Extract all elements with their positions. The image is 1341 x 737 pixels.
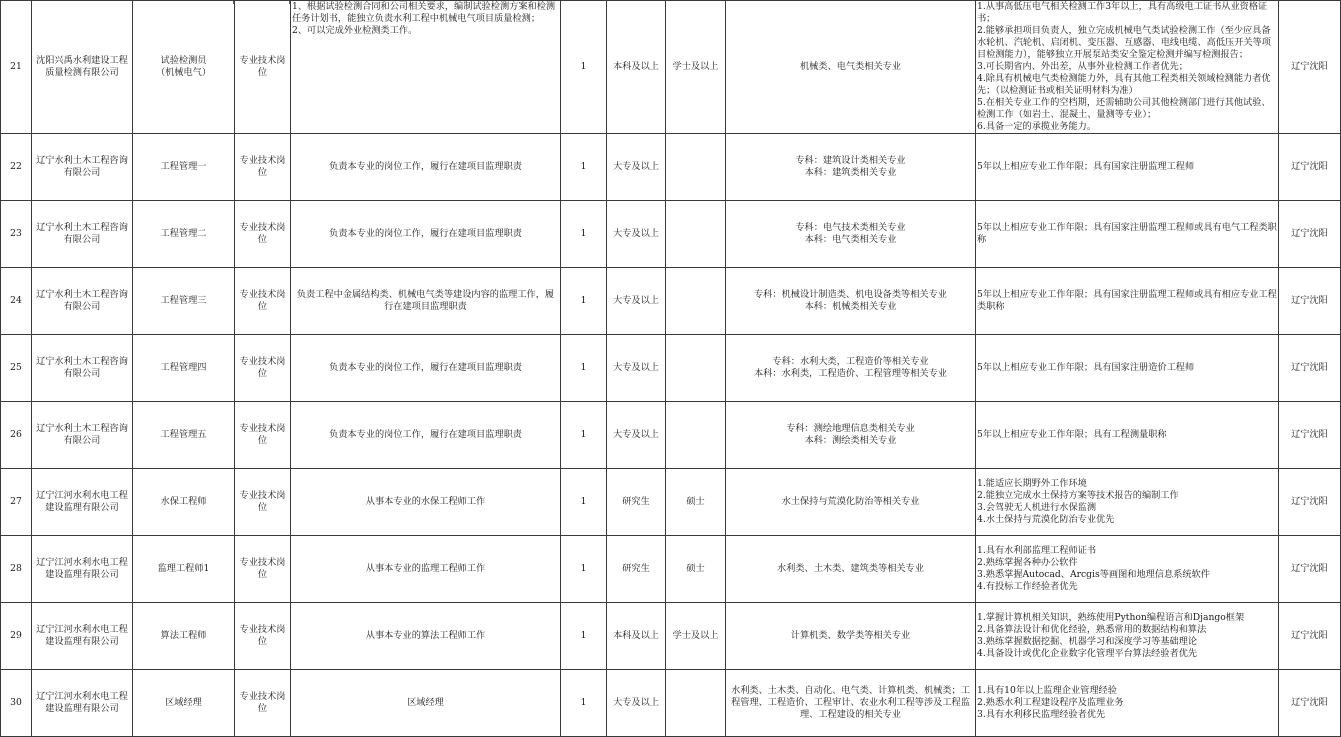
cell-major[interactable]: 专科：电气技术类相关专业 本科：电气类相关专业 (726, 201, 976, 268)
cell-education[interactable]: 本科及以上 (607, 1, 666, 134)
cell-position[interactable]: 工程管理四 (133, 335, 235, 402)
cell-degree[interactable] (666, 201, 726, 268)
cell-education[interactable]: 大专及以上 (607, 402, 666, 469)
cell-education[interactable]: 研究生 (607, 536, 666, 603)
cell-education[interactable]: 大专及以上 (607, 670, 666, 737)
cell-duty[interactable]: 从事本专业的水保工程师工作 (291, 469, 561, 536)
cell-count[interactable]: 1 (561, 469, 607, 536)
cell-duty[interactable]: 区域经理 (291, 670, 561, 737)
cell-no[interactable]: 25 (1, 335, 32, 402)
cell-location[interactable]: 辽宁沈阳 (1279, 1, 1341, 134)
cell-position[interactable]: 工程管理一 (133, 134, 235, 201)
cell-requirements[interactable]: 1.能适应长期野外工作环境 2.能独立完成水土保持方案等技术报告的编制工作 3.会驾驶无人机进行水保监测 4.水土保持与荒漠化防治专业优先 (976, 469, 1279, 536)
cell-duty[interactable]: 负责本专业的岗位工作，履行在建项目监理职责 (291, 201, 561, 268)
cell-requirements[interactable]: 1.掌握计算机相关知识，熟练使用Python编程语言和Django框架 2.具备算法设计和优化经验，熟悉常用的数据结构和算法 3.熟练掌握数据挖掘、机器学习和深度学习等基础理论 4.具备设计或优化企业数字化管理平台算法经验者优先 (976, 603, 1279, 670)
cell-location[interactable]: 辽宁沈阳 (1279, 335, 1341, 402)
cell-no[interactable]: 26 (1, 402, 32, 469)
cell-company[interactable]: 辽宁江河水利水电工程建设监理有限公司 (32, 469, 133, 536)
cell-count[interactable]: 1 (561, 670, 607, 737)
table-row[interactable] (1, 603, 1341, 670)
cell-company[interactable]: 辽宁水利土木工程咨询有限公司 (32, 268, 133, 335)
cell-count[interactable]: 1 (561, 402, 607, 469)
table-row[interactable] (1, 335, 1341, 402)
cell-category[interactable]: 专业技术岗位 (235, 536, 291, 603)
cell-no[interactable]: 21 (1, 1, 32, 134)
cell-duty[interactable]: 负责本专业的岗位工作，履行在建项目监理职责 (291, 402, 561, 469)
cell-education[interactable]: 大专及以上 (607, 268, 666, 335)
cell-position[interactable]: 工程管理五 (133, 402, 235, 469)
cell-position[interactable]: 工程管理三 (133, 268, 235, 335)
cell-degree[interactable] (666, 670, 726, 737)
table-row[interactable] (1, 670, 1341, 737)
cell-requirements[interactable]: 1.具有水利部监理工程师证书 2.熟练掌握各种办公软件 3.熟悉掌握Autocad、Arcgis等画图和地理信息系统软件 4.有投标工作经验者优先 (976, 536, 1279, 603)
cell-count[interactable]: 1 (561, 603, 607, 670)
cell-count[interactable]: 1 (561, 536, 607, 603)
cell-location[interactable]: 辽宁沈阳 (1279, 536, 1341, 603)
cell-degree[interactable]: 硕士 (666, 469, 726, 536)
cell-requirements[interactable]: 5年以上相应专业工作年限；具有国家注册造价工程师 (976, 335, 1279, 402)
cell-requirements[interactable]: 1.从事高低压电气相关检测工作3年以上，具有高级电工证书从业资格证书； 2.能够承担项目负责人，独立完成机械电气类试验检测工作（至少应具备水轮机、汽轮机、启闭机、变压器、互感器、电线电缆、高低压开关等项目检测能力），能够独立开展泵站类安全鉴定检测并编写检测报告； 3.可长期省内、外出差，从事外业检测工作者优先； 4.除具有机械电气类检测能力外，具有其他工程类相关领域检测能力者优先；（以检测证书或相关证明材料为准） 5.在相关专业工作的空档期，还需辅助公司其他检测部门进行其他试验、检测工作（如岩土、混凝土、量测等专业）； 6.具备一定的承揽业务能力。 (976, 1, 1279, 134)
cell-category[interactable]: 专业技术岗位 (235, 469, 291, 536)
cell-count[interactable]: 1 (561, 134, 607, 201)
cell-education[interactable]: 本科及以上 (607, 603, 666, 670)
cell-major[interactable]: 专科：水利大类，工程造价等相关专业 本科：水利类，工程造价、工程管理等相关专业 (726, 335, 976, 402)
cell-duty[interactable]: 从事本专业的监理工程师工作 (291, 536, 561, 603)
cell-no[interactable]: 24 (1, 268, 32, 335)
cell-location[interactable]: 辽宁沈阳 (1279, 201, 1341, 268)
cell-category[interactable]: 专业技术岗位 (235, 335, 291, 402)
cell-category[interactable]: 专业技术岗位 (235, 1, 291, 134)
cell-no[interactable]: 27 (1, 469, 32, 536)
cell-category[interactable]: 专业技术岗位 (235, 402, 291, 469)
cell-position[interactable]: 试验检测员 （机械电气） (133, 1, 235, 134)
cell-position[interactable]: 监理工程师1 (133, 536, 235, 603)
cell-major[interactable]: 机械类、电气类相关专业 (726, 1, 976, 134)
table-row[interactable] (1, 268, 1341, 335)
table-row[interactable] (1, 1, 1341, 134)
table-row[interactable] (1, 402, 1341, 469)
cell-company[interactable]: 辽宁江河水利水电工程建设监理有限公司 (32, 603, 133, 670)
cell-degree[interactable] (666, 134, 726, 201)
cell-count[interactable]: 1 (561, 268, 607, 335)
cell-position[interactable]: 水保工程师 (133, 469, 235, 536)
cell-duty[interactable]: 1、根据试验检测合同和公司相关要求，编制试验检测方案和检测任务计划书，能独立负责水利工程中机械电气项目质量检测； 2、可以完成外业检测类工作。 (291, 1, 561, 134)
table-row[interactable] (1, 134, 1341, 201)
cell-count[interactable]: 1 (561, 201, 607, 268)
cell-company[interactable]: 辽宁水利土木工程咨询有限公司 (32, 402, 133, 469)
cell-education[interactable]: 大专及以上 (607, 335, 666, 402)
cell-location[interactable]: 辽宁沈阳 (1279, 268, 1341, 335)
cell-count[interactable]: 1 (561, 1, 607, 134)
cell-position[interactable]: 算法工程师 (133, 603, 235, 670)
cell-degree[interactable]: 学士及以上 (666, 1, 726, 134)
cell-position[interactable]: 工程管理二 (133, 201, 235, 268)
cell-duty[interactable]: 负责本专业的岗位工作，履行在建项目监理职责 (291, 134, 561, 201)
cell-no[interactable]: 22 (1, 134, 32, 201)
table-row[interactable] (1, 536, 1341, 603)
cell-requirements[interactable]: 5年以上相应专业工作年限；具有工程测量职称 (976, 402, 1279, 469)
cell-major[interactable]: 水土保持与荒漠化防治等相关专业 (726, 469, 976, 536)
table-row[interactable] (1, 469, 1341, 536)
cell-company[interactable]: 辽宁水利土木工程咨询有限公司 (32, 335, 133, 402)
cell-major[interactable]: 专科：测绘地理信息类相关专业 本科：测绘类相关专业 (726, 402, 976, 469)
table-row[interactable] (1, 201, 1341, 268)
cell-requirements[interactable]: 1.具有10年以上监理企业管理经验 2.熟悉水利工程建设程序及监理业务 3.具有水利移民监理经验者优先 (976, 670, 1279, 737)
cell-category[interactable]: 专业技术岗位 (235, 670, 291, 737)
cell-company[interactable]: 辽宁江河水利水电工程建设监理有限公司 (32, 670, 133, 737)
cell-no[interactable]: 23 (1, 201, 32, 268)
cell-no[interactable]: 30 (1, 670, 32, 737)
cell-education[interactable]: 大专及以上 (607, 134, 666, 201)
cell-location[interactable]: 辽宁沈阳 (1279, 469, 1341, 536)
cell-degree[interactable]: 硕士 (666, 536, 726, 603)
cell-major[interactable]: 专科：建筑设计类相关专业 本科：建筑类相关专业 (726, 134, 976, 201)
cell-education[interactable]: 研究生 (607, 469, 666, 536)
cell-degree[interactable] (666, 268, 726, 335)
cell-degree[interactable]: 学士及以上 (666, 603, 726, 670)
cell-degree[interactable] (666, 402, 726, 469)
cell-no[interactable]: 28 (1, 536, 32, 603)
cell-location[interactable]: 辽宁沈阳 (1279, 134, 1341, 201)
cell-major[interactable]: 水利类、土木类、建筑类等相关专业 (726, 536, 976, 603)
cell-requirements[interactable]: 5年以上相应专业工作年限；具有国家注册监理工程师或具有相应专业工程类职称 (976, 268, 1279, 335)
cell-company[interactable]: 辽宁江河水利水电工程建设监理有限公司 (32, 536, 133, 603)
cell-category[interactable]: 专业技术岗位 (235, 603, 291, 670)
cell-category[interactable]: 专业技术岗位 (235, 201, 291, 268)
cell-count[interactable]: 1 (561, 335, 607, 402)
cell-category[interactable]: 专业技术岗位 (235, 268, 291, 335)
cell-location[interactable]: 辽宁沈阳 (1279, 670, 1341, 737)
cell-category[interactable]: 专业技术岗位 (235, 134, 291, 201)
cell-company[interactable]: 辽宁水利土木工程咨询有限公司 (32, 134, 133, 201)
cell-requirements[interactable]: 5年以上相应专业工作年限；具有国家注册监理工程师 (976, 134, 1279, 201)
cell-duty[interactable]: 负责本专业的岗位工作，履行在建项目监理职责 (291, 335, 561, 402)
cell-major[interactable]: 水利类、土木类、自动化、电气类、计算机类、机械类；工程管理、工程造价、工程审计、农业水利工程等涉及工程监理、工程建设的相关专业 (726, 670, 976, 737)
cell-location[interactable]: 辽宁沈阳 (1279, 402, 1341, 469)
cell-duty[interactable]: 从事本专业的算法工程师工作 (291, 603, 561, 670)
cell-education[interactable]: 大专及以上 (607, 201, 666, 268)
cell-company[interactable]: 沈阳兴禹水利建设工程质量检测有限公司 (32, 1, 133, 134)
cell-duty[interactable]: 负责工程中金属结构类、机械电气类等建设内容的监理工作，履行在建项目监理职责 (291, 268, 561, 335)
cell-position[interactable]: 区域经理 (133, 670, 235, 737)
cell-no[interactable]: 29 (1, 603, 32, 670)
cell-location[interactable]: 辽宁沈阳 (1279, 603, 1341, 670)
cell-company[interactable]: 辽宁水利土木工程咨询有限公司 (32, 201, 133, 268)
cell-major[interactable]: 专科：机械设计制造类、机电设备类等相关专业 本科：机械类相关专业 (726, 268, 976, 335)
cell-requirements[interactable]: 5年以上相应专业工作年限；具有国家注册监理工程师或具有电气工程类职称 (976, 201, 1279, 268)
cell-degree[interactable] (666, 335, 726, 402)
cell-major[interactable]: 计算机类、数学类等相关专业 (726, 603, 976, 670)
